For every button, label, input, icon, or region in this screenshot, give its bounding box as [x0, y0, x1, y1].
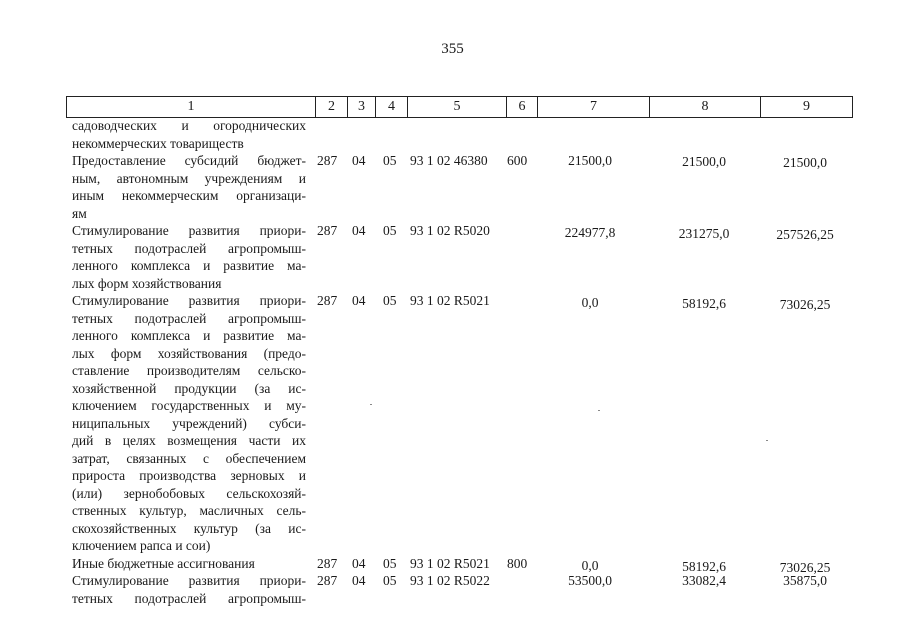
column-header-7: 7 — [538, 97, 650, 118]
description-line: (или) зернобобовых сельскохозяй- — [72, 485, 306, 501]
description-line: затрат, связанных с обеспечением — [72, 450, 306, 466]
table-row — [0, 555, 905, 573]
column-header-6: 6 — [507, 97, 538, 118]
cell-col3: 04 — [352, 555, 366, 571]
cell-col9: 21500,0 — [783, 155, 827, 170]
description-line: ключением рапса и сои) — [72, 538, 211, 553]
description-line: дий в целях возмещения части их — [72, 433, 306, 448]
cell-col5: 93 1 02 46380 — [410, 153, 488, 168]
row-description — [72, 572, 306, 607]
description-line: ям — [72, 205, 87, 221]
scan-speck — [766, 440, 768, 441]
cell-col8: 21500,0 — [682, 154, 726, 169]
row-description — [72, 555, 306, 573]
description-line: Стимулирование развития приори- — [72, 573, 306, 588]
table-body — [0, 117, 905, 607]
description-line: тетных подотраслей агропромыш- — [72, 590, 306, 606]
description-line: ственных культур, масличных сель- — [72, 503, 306, 518]
page-number: 355 — [441, 41, 464, 57]
cell-col2: 287 — [317, 153, 338, 168]
description-line: садоводческих и огороднических — [72, 118, 306, 133]
description-line: тетных подотраслей агропромыш- — [72, 240, 306, 256]
scan-speck — [370, 404, 372, 405]
cell-col7: 0,0 — [581, 557, 599, 573]
description-line: Предоставление субсидий бюджет- — [72, 153, 306, 168]
column-header-table — [66, 96, 853, 118]
description-line: Стимулирование развития приори- — [72, 223, 306, 238]
cell-col8: 58192,6 — [682, 558, 726, 574]
cell-col9: 73026,25 — [779, 559, 831, 575]
table-row — [0, 117, 905, 152]
cell-col2: 287 — [317, 555, 338, 571]
cell-col7: 224977,8 — [564, 225, 616, 240]
cell-col7: 0,0 — [581, 295, 599, 310]
cell-col4: 05 — [383, 223, 397, 238]
scan-speck — [598, 410, 600, 411]
cell-col8: 231275,0 — [678, 226, 730, 241]
cell-col5: 93 1 02 R5022 — [410, 573, 490, 588]
description-line: прироста производства зерновых и — [72, 468, 306, 483]
description-line: ниципальных учреждений) субси- — [72, 415, 306, 431]
cell-col4: 05 — [383, 293, 397, 308]
description-line: ленного комплекса и развитие ма- — [72, 258, 306, 273]
cell-col4: 05 — [383, 573, 397, 588]
column-header-9: 9 — [761, 97, 853, 118]
description-line: тетных подотраслей агропромыш- — [72, 310, 306, 326]
cell-col4: 05 — [383, 555, 397, 571]
description-line: хозяйственной продукции (за ис- — [72, 380, 306, 396]
column-header-5: 5 — [408, 97, 507, 118]
row-description — [72, 292, 306, 555]
description-line: ленного комплекса и развитие ма- — [72, 328, 306, 343]
cell-col6: 800 — [507, 555, 528, 571]
table-row — [0, 292, 905, 555]
column-header-1: 1 — [67, 97, 316, 118]
cell-col2: 287 — [317, 223, 338, 238]
description-line: лых форм хозяйствования (предо- — [72, 345, 306, 361]
cell-col9: 35875,0 — [783, 573, 827, 588]
cell-col8: 33082,4 — [682, 573, 726, 588]
cell-col3: 04 — [352, 223, 366, 238]
row-description — [72, 117, 306, 152]
table-row — [0, 222, 905, 292]
table-row — [0, 152, 905, 222]
cell-col6: 600 — [507, 153, 528, 168]
row-description — [72, 222, 306, 292]
column-header-3: 3 — [348, 97, 376, 118]
description-line: Стимулирование развития приори- — [72, 293, 306, 308]
description-line: ставление производителям сельско- — [72, 363, 306, 378]
description-line: ным, автономным учреждениям и — [72, 170, 306, 186]
description-line: некоммерческих товариществ — [72, 135, 244, 151]
cell-col3: 04 — [352, 153, 366, 168]
cell-col9: 73026,25 — [779, 297, 831, 312]
cell-col2: 287 — [317, 293, 338, 308]
cell-col5: 93 1 02 R5021 — [410, 293, 490, 308]
cell-col4: 05 — [383, 153, 397, 168]
description-line: Иные бюджетные ассигнования — [72, 555, 255, 571]
cell-col2: 287 — [317, 573, 338, 588]
cell-col8: 58192,6 — [682, 296, 726, 311]
column-header-2: 2 — [316, 97, 348, 118]
description-line: иным некоммерческим организаци- — [72, 188, 306, 203]
column-header-4: 4 — [376, 97, 408, 118]
cell-col7: 21500,0 — [568, 153, 612, 168]
description-line: лых форм хозяйствования — [72, 275, 222, 291]
row-description — [72, 152, 306, 222]
table-row — [0, 572, 905, 607]
cell-col3: 04 — [352, 293, 366, 308]
cell-col5: 93 1 02 R5020 — [410, 223, 490, 238]
cell-col5: 93 1 02 R5021 — [410, 555, 490, 571]
cell-col9: 257526,25 — [776, 227, 834, 242]
description-line: ключением государственных и му- — [72, 398, 306, 413]
cell-col3: 04 — [352, 573, 366, 588]
column-header-8: 8 — [650, 97, 761, 118]
cell-col7: 53500,0 — [568, 573, 612, 588]
description-line: скохозяйственных культур (за ис- — [72, 520, 306, 536]
